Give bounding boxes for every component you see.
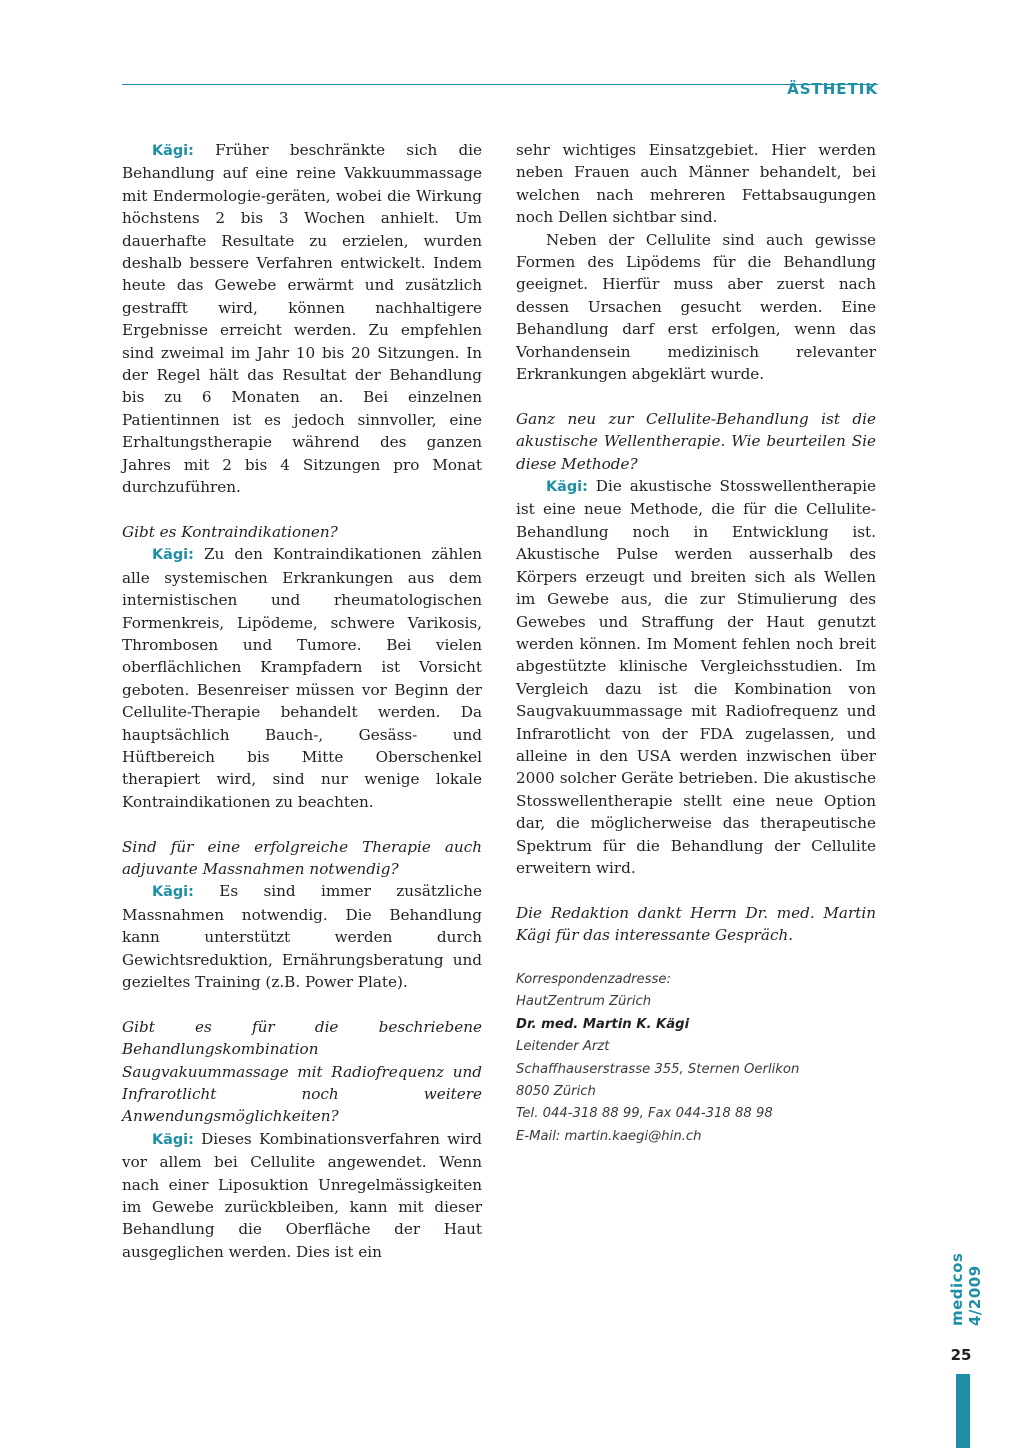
right-column xyxy=(516,139,876,1148)
answer-5 xyxy=(516,475,876,879)
speaker-label: Kägi: xyxy=(152,884,194,901)
contact-block xyxy=(516,969,876,1148)
answer-2 xyxy=(122,543,482,813)
speaker-label: Kägi: xyxy=(152,143,194,159)
answer-1-text: Früher beschränkte sich die Behandlung auf eine reine Vakkuummassage mit Endermologie-geräten, wobei die Wirkung höchstens 2 bis 3 Wochen anhielt. Um dauerhafte Resultate zu erzielen, wurden deshalb bessere Verfahren entwickelt. Indem heute das Gewebe erwärmt und zusätzlich gestrafft wird, können nachhaltigere Ergebnisse erreicht werden. Zu empfehlen sind zweimal im Jahr 10 bis 20 Sitzungen. In der Regel hält das Resultat der Behandlung bis zu 6 Monaten an. Bei einzelnen Patientinnen ist es jedoch sinnvoller, eine Erhaltungstherapie während des ganzen Jahres mit 2 bis 4 Sitzungen pro Monat durchzuführen. xyxy=(122,141,483,497)
contact-role: Leitender Arzt xyxy=(516,1039,610,1055)
answer-3 xyxy=(122,880,482,993)
section-title: ÄSTHETIK xyxy=(787,80,878,98)
speaker-label: Kägi: xyxy=(546,479,588,496)
contact-org: HautZentrum Zürich xyxy=(516,994,652,1010)
contact-phone: Tel. 044-318 88 99, Fax 044-318 88 98 xyxy=(516,1106,773,1122)
continuation-paragraph: sehr wichtiges Einsatzgebiet. Hier werden neben Frauen auch Männer behandelt, bei welchen nach mehreren Fettabsaugungen noch Dellen sichtbar sind. xyxy=(516,141,876,227)
lipoedem-paragraph: Neben der Cellulite sind auch gewisse Formen des Lipödems für die Behandlung geeignet. Hierfür muss aber zuerst nach dessen Ursachen gesucht werden. Eine Behandlung darf erst erfolgen, wenn das Vorhandensein medizinisch relevanter Erkrankungen abgeklärt wurde. xyxy=(516,230,876,384)
speaker-label: Kägi: xyxy=(152,1131,194,1148)
contact-city: 8050 Zürich xyxy=(516,1084,596,1100)
left-column xyxy=(122,139,482,1263)
speaker-label: Kägi: xyxy=(152,547,194,564)
journal-issue: medicos 4/2009 xyxy=(948,1252,984,1326)
question-5: Ganz neu zur Cellulite-Behandlung ist die akustische Wellentherapie. Wie beurteilen Sie diese Methode? xyxy=(516,409,876,473)
answer-4 xyxy=(122,1128,482,1263)
contact-email[interactable]: E-Mail: martin.kaegi@hin.ch xyxy=(516,1128,702,1144)
contact-name: Dr. med. Martin K. Kägi xyxy=(516,1016,690,1032)
answer-2-text: Zu den Kontraindikationen zählen alle systemischen Erkrankungen aus dem internistischen und rheumatologischen Formenkreis, Lipödeme, schwere Varikosis, Thrombosen und Tumore. Bei vielen oberflächlichen Krampfadern ist Vorsicht geboten. Besenreiser müssen vor Beginn der Cellulite-Therapie behandelt werden. Da hauptsächlich Bauch-, Gesäss- und Hüftbereich bis Mitte Oberschenkel therapiert wird, sind nur wenige lokale Kontraindikationen zu beachten. xyxy=(122,545,482,811)
contact-label: Korrespondenzadresse: xyxy=(516,971,671,987)
page-edge-bar xyxy=(956,1374,970,1448)
question-3: Sind für eine erfolgreiche Therapie auch adjuvante Massnahmen notwendig? xyxy=(122,837,482,878)
page-number: 25 xyxy=(950,1346,972,1364)
answer-4-text: Dieses Kombinationsverfahren wird vor allem bei Cellulite angewendet. Wenn nach einer Liposuktion Unregelmässigkeiten im Gewebe zurückbleiben, kann mit dieser Behandlung die Oberfläche der Haut ausgeglichen werden. Dies ist ein xyxy=(122,1129,482,1261)
question-2: Gibt es Kontraindikationen? xyxy=(122,522,338,541)
thanks-note: Die Redaktion dankt Herrn Dr. med. Martin Kägi für das interessante Gespräch. xyxy=(516,903,876,945)
answer-3-text: Es sind immer zusätzliche Massnahmen notwendig. Die Behandlung kann unterstützt werden durch Gewichtsreduktion, Ernährungsberatung und gezieltes Training (z.B. Power Plate). xyxy=(122,882,483,991)
header-rule xyxy=(122,84,788,85)
answer-5-text: Die akustische Stosswellentherapie ist eine neue Methode, die für die Cellulite-Behandlung noch in Entwicklung ist. Akustische Pulse werden ausserhalb des Körpers erzeugt und breiten sich als Wellen im Gewebe aus, die zur Stimulierung des Gewebes und Straffung der Haut genutzt werden können. Im Moment fehlen noch breit abgestützte klinische Vergleichsstudien. Im Vergleich dazu ist die Kombination von Saugvakuummassage mit Radiofrequenz und Infrarotlicht von der FDA zugelassen, und alleine in den USA werden inzwischen über 2000 solcher Geräte betrieben. Die akustische Stosswellentherapie stellt eine neue Option dar, die möglicherweise das therapeutische Spektrum für die Behandlung der Cellulite erweitern wird. xyxy=(516,477,877,877)
answer-1 xyxy=(122,139,482,499)
contact-street: Schaffhauserstrasse 355, Sternen Oerlikon xyxy=(516,1061,800,1077)
question-4: Gibt es für die beschriebene Behandlungskombination Saugvakuummassage mit Radiofrequenz und Infrarotlicht noch weitere Anwendungsmöglichkeiten? xyxy=(122,1017,482,1126)
